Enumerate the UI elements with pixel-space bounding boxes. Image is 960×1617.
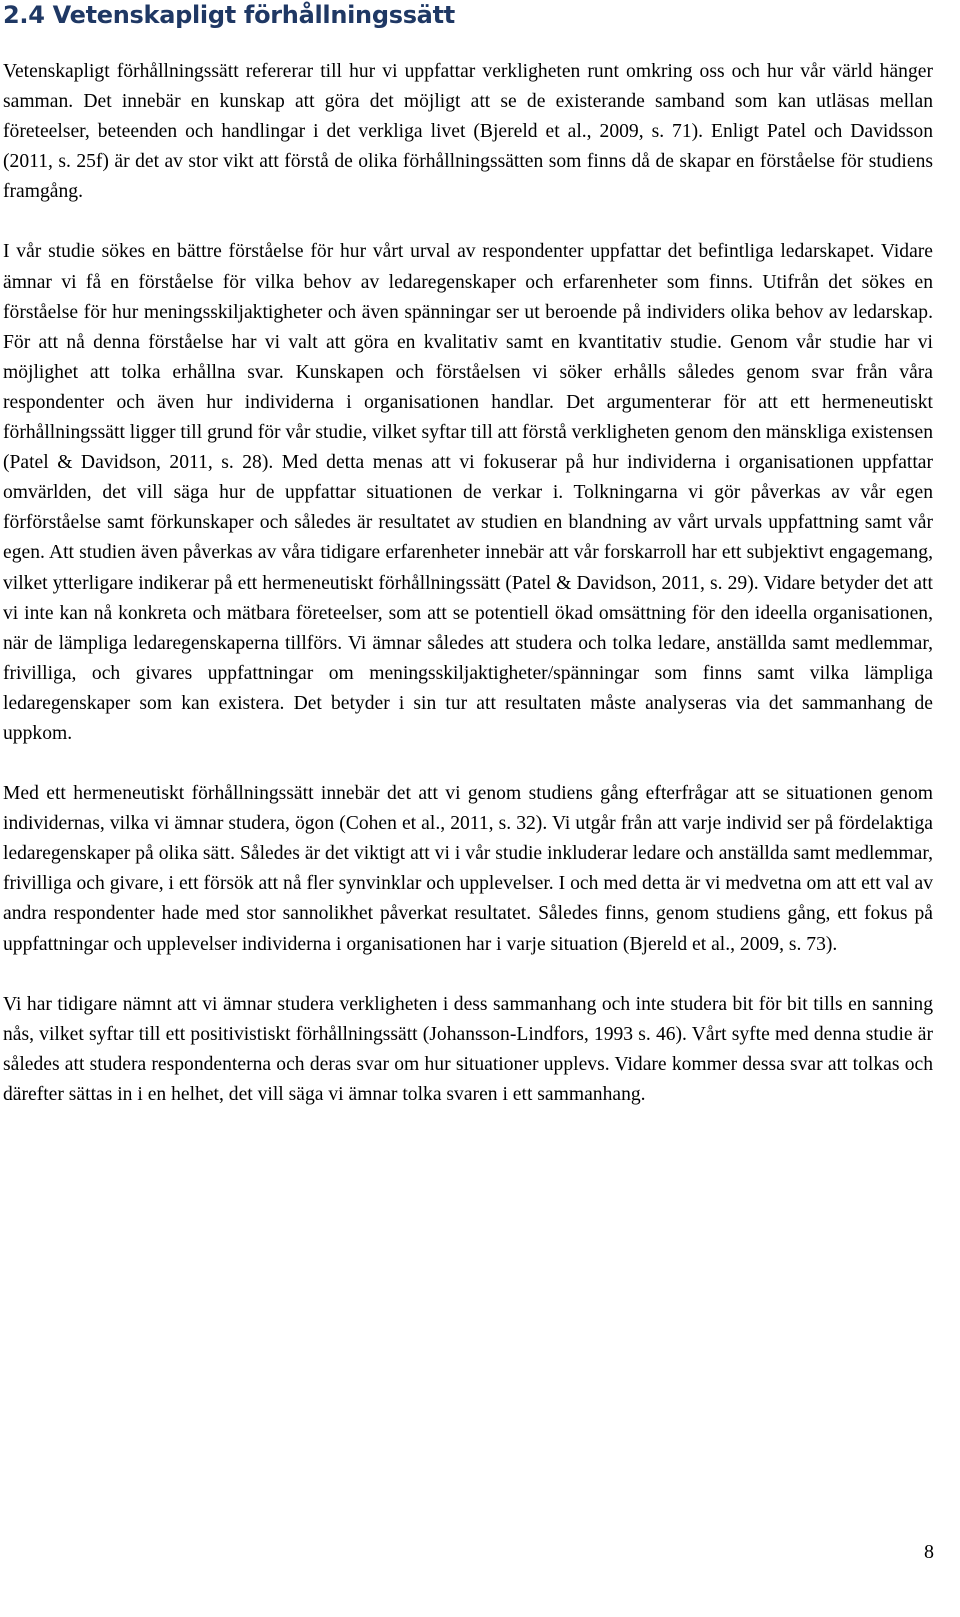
section-heading: 2.4 Vetenskapligt förhållningssätt — [3, 1, 455, 29]
paragraph-3: Med ett hermeneutiskt förhållningssätt innebär det att vi genom studiens gång efterfrågar att se situationen genom individernas, vilka vi ämnar studera, ögon (Cohen et al., 2011, s. 32). Vi utgår från att varje individ ser på fördelaktiga ledaregenskaper på olika sätt. Således är det viktigt att vi i vår studie inkluderar ledare och anställda samt medlemmar, frivilliga och givare, i ett försök att nå fler synvinklar och upplevelser. I och med detta är vi medvetna om att ett val av andra respondenter hade med stor sannolikhet påverkat resultatet. Således finns, genom studiens gång, ett fokus på uppfattningar och upplevelser individerna i organisationen har i varje situation (Bjereld et al., 2009, s. 73). — [3, 783, 933, 955]
paragraph-4: Vi har tidigare nämnt att vi ämnar studera verkligheten i dess sammanhang och inte studera bit för bit tills en sanning nås, vilket syftar till ett positivistiskt förhållningssätt (Johansson-Lindfors, 1993 s. 46). Vårt syfte med denna studie är således att studera respondenterna och deras svar om hur situationer upplevs. Vidare kommer dessa svar att tolkas och därefter sättas in i en helhet, det vill säga vi ämnar tolka svaren i ett sammanhang. — [3, 993, 933, 1105]
paragraph-1: Vetenskapligt förhållningssätt refererar till hur vi uppfattar verkligheten runt omkring oss och hur vår värld hänger samman. Det innebär en kunskap att göra det möjligt att se de existerande samband som kan utläsas mellan företeelser, beteenden och handlingar i det verkliga livet (Bjereld et al., 2009, s. 71). Enligt Patel och Davidsson (2011, s. 25f) är det av stor vikt att förstå de olika förhållningssätten som finns då de skapar en förståelse för studiens framgång. — [3, 61, 933, 203]
document-page — [3, 0, 933, 1110]
page-number: 8 — [924, 1541, 934, 1563]
paragraph-2: I vår studie sökes en bättre förståelse för hur vårt urval av respondenter uppfattar det befintliga ledarskapet. Vidare ämnar vi få en förståelse för vilka behov av ledaregenskaper och erfarenheter som finns. Utifrån det sökes en förståelse för hur meningsskiljaktigheter och även spänningar ser ut beroende på individers olika behov av ledarskap. För att nå denna förståelse har vi valt att göra en kvalitativ samt en kvantitativ studie. Genom vår studie har vi möjlighet att tolka erhållna svar. Kunskapen och förståelsen vi söker erhålls således genom svar från våra respondenter och även hur individerna i organisationen handlar. Det argumenterar för att ett hermeneutiskt förhållningssätt ligger till grund för vår studie, vilket syftar till att förstå verkligheten genom den mänskliga existensen (Patel & Davidson, 2011, s. 28). Med detta menas att vi fokuserar på hur individerna i organisationen uppfattar omvärlden, det vill säga hur de uppfattar situationen de verkar i. Tolkningarna vi gör påverkas av vår egen förförståelse samt förkunskaper och således är resultatet av studien en blandning av vårt urvals uppfattning samt vår egen. Att studien även påverkas av våra tidigare erfarenheter innebär att vår forskarroll har ett subjektivt engagemang, vilket ytterligare indikerar på ett hermeneutiskt förhållningssätt (Patel & Davidson, 2011, s. 29). Vidare betyder det att vi inte kan nå konkreta och mätbara företeelser, som att se potentiell ökad omsättning för den ideella organisationen, när de lämpliga ledaregenskaperna tillförs. Vi ämnar således att studera och tolka ledare, anställda samt medlemmar, frivilliga, och givares uppfattningar om meningsskiljaktigheter/spänningar som finns samt vilka lämpliga ledaregenskaper som kan existera. Det betyder i sin tur att resultaten måste analyseras via det sammanhang de uppkom. — [3, 241, 933, 744]
